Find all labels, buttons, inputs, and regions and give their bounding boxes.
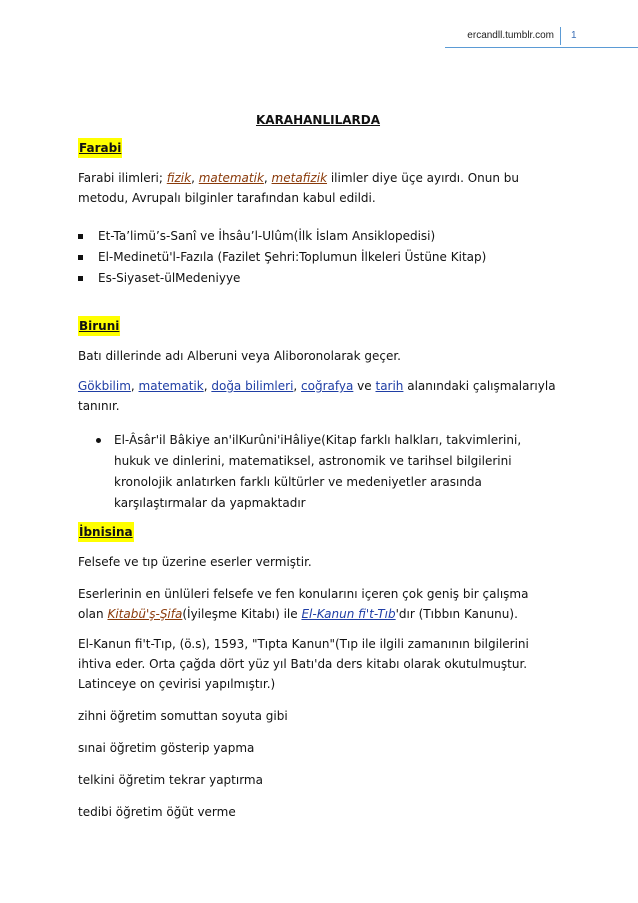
ibnisina-text: (İyileşme Kitabı) ile: [182, 607, 302, 621]
farabi-text: ilimler diye üçe ayırdı. Onun bu: [327, 171, 520, 185]
list-item-text: Es-Siyaset-ülMedeniyye: [98, 271, 241, 285]
ibnisina-text: El-Kanun fi't-Tıp, (ö.s), 1593, "Tıpta Kanun"(Tıp ile ilgili zamanının bilgilerini: [78, 637, 529, 651]
link-metafizik[interactable]: metafizik: [271, 171, 328, 185]
farabi-comma: ,: [191, 171, 199, 185]
link-kitabus-sifa[interactable]: Kitabü'ş-Şifa: [107, 607, 183, 621]
ibnisina-text: 'dır (Tıbbın Kanunu).: [395, 607, 518, 621]
page-number: 1: [571, 30, 577, 41]
page-header: [0, 30, 638, 46]
list-item-text: Et-Ta’limü’s-Sanî ve İhsâu’l-Ulûm(İlk İslam Ansiklopedisi): [98, 229, 436, 243]
square-bullet-icon: [78, 234, 83, 239]
list-item: [78, 226, 558, 247]
link-matematik[interactable]: matematik: [138, 379, 204, 393]
header-site-text: ercandll.tumblr.com: [467, 30, 554, 41]
list-item: [78, 247, 558, 268]
farabi-works-list: [78, 226, 558, 289]
separator-text: ,: [293, 379, 302, 393]
header-separator: [560, 27, 561, 45]
link-el-kanun[interactable]: El-Kanun fi't-Tıb: [301, 607, 396, 621]
farabi-paragraph: [78, 168, 556, 208]
ibnisina-text: Eserlerinin en ünlüleri felsefe ve fen konularını içeren çok geniş bir çalışma: [78, 587, 529, 601]
el-kanun-paragraph: [78, 634, 556, 694]
biruni-intro: Batı dillerinde adı Alberuni veya Aliboronolarak geçer.: [78, 349, 401, 363]
ibnisina-intro: Felsefe ve tıp üzerine eserler vermiştir.: [78, 555, 312, 569]
heading-ibnisina: İbnisina: [78, 522, 134, 542]
note-line: zihni öğretim somuttan soyuta gibi: [78, 709, 288, 723]
square-bullet-icon: [78, 276, 83, 281]
link-fizik[interactable]: fizik: [166, 171, 192, 185]
separator-text: ,: [203, 379, 212, 393]
list-item-text: kronolojik anlatırken farklı kültürler ve medeniyetler arasında: [114, 475, 482, 489]
list-item-text: El-Âsâr'il Bâkiye an'ilKurûni'iHâliye(Kitap farklı halkları, takvimlerini,: [114, 433, 522, 447]
note-line: telkini öğretim tekrar yaptırma: [78, 773, 263, 787]
biruni-works-list: [78, 430, 548, 514]
list-item: [78, 268, 558, 289]
link-tarih[interactable]: tarih: [375, 379, 404, 393]
link-gokbilim[interactable]: Gökbilim: [78, 379, 131, 393]
biruni-text: tanınır.: [78, 399, 120, 413]
document-title: KARAHANLILARDA: [255, 113, 381, 127]
ibnisina-text: olan: [78, 607, 108, 621]
list-item-text: El-Medinetü'l-Fazıla (Fazilet Şehri:Toplumun İlkeleri Üstüne Kitap): [98, 250, 487, 264]
note-line: sınai öğretim gösterip yapma: [78, 741, 255, 755]
biruni-text: alanındaki çalışmalarıyla: [403, 379, 556, 393]
ibnisina-text: Latinceye on çevirisi yapılmıştır.): [78, 677, 276, 691]
biruni-paragraph: [78, 376, 556, 416]
link-cografya[interactable]: coğrafya: [301, 379, 354, 393]
heading-biruni: Biruni: [78, 316, 120, 336]
round-bullet-icon: [96, 438, 101, 443]
header-rule: [445, 47, 638, 48]
separator-text: ,: [130, 379, 139, 393]
heading-farabi: Farabi: [78, 138, 122, 158]
farabi-text: Farabi ilimleri;: [78, 171, 167, 185]
farabi-comma: ,: [263, 171, 272, 185]
note-line: tedibi öğretim öğüt verme: [78, 805, 236, 819]
ibnisina-works-paragraph: [78, 584, 556, 624]
list-item: [78, 430, 548, 514]
list-item-text: hukuk ve dinlerini, matematiksel, astronomik ve tarihsel bilgilerini: [114, 454, 512, 468]
link-matematik[interactable]: matematik: [198, 171, 264, 185]
link-doga-bilimleri[interactable]: doğa bilimleri: [211, 379, 294, 393]
separator-text: ve: [353, 379, 376, 393]
square-bullet-icon: [78, 255, 83, 260]
list-item-text: karşılaştırmalar da yapmaktadır: [114, 496, 306, 510]
farabi-text: metodu, Avrupalı bilginler tarafından kabul edildi.: [78, 191, 376, 205]
ibnisina-text: ihtiva eder. Orta çağda dört yüz yıl Batı'da ders kitabı olarak okutulmuştur.: [78, 657, 528, 671]
